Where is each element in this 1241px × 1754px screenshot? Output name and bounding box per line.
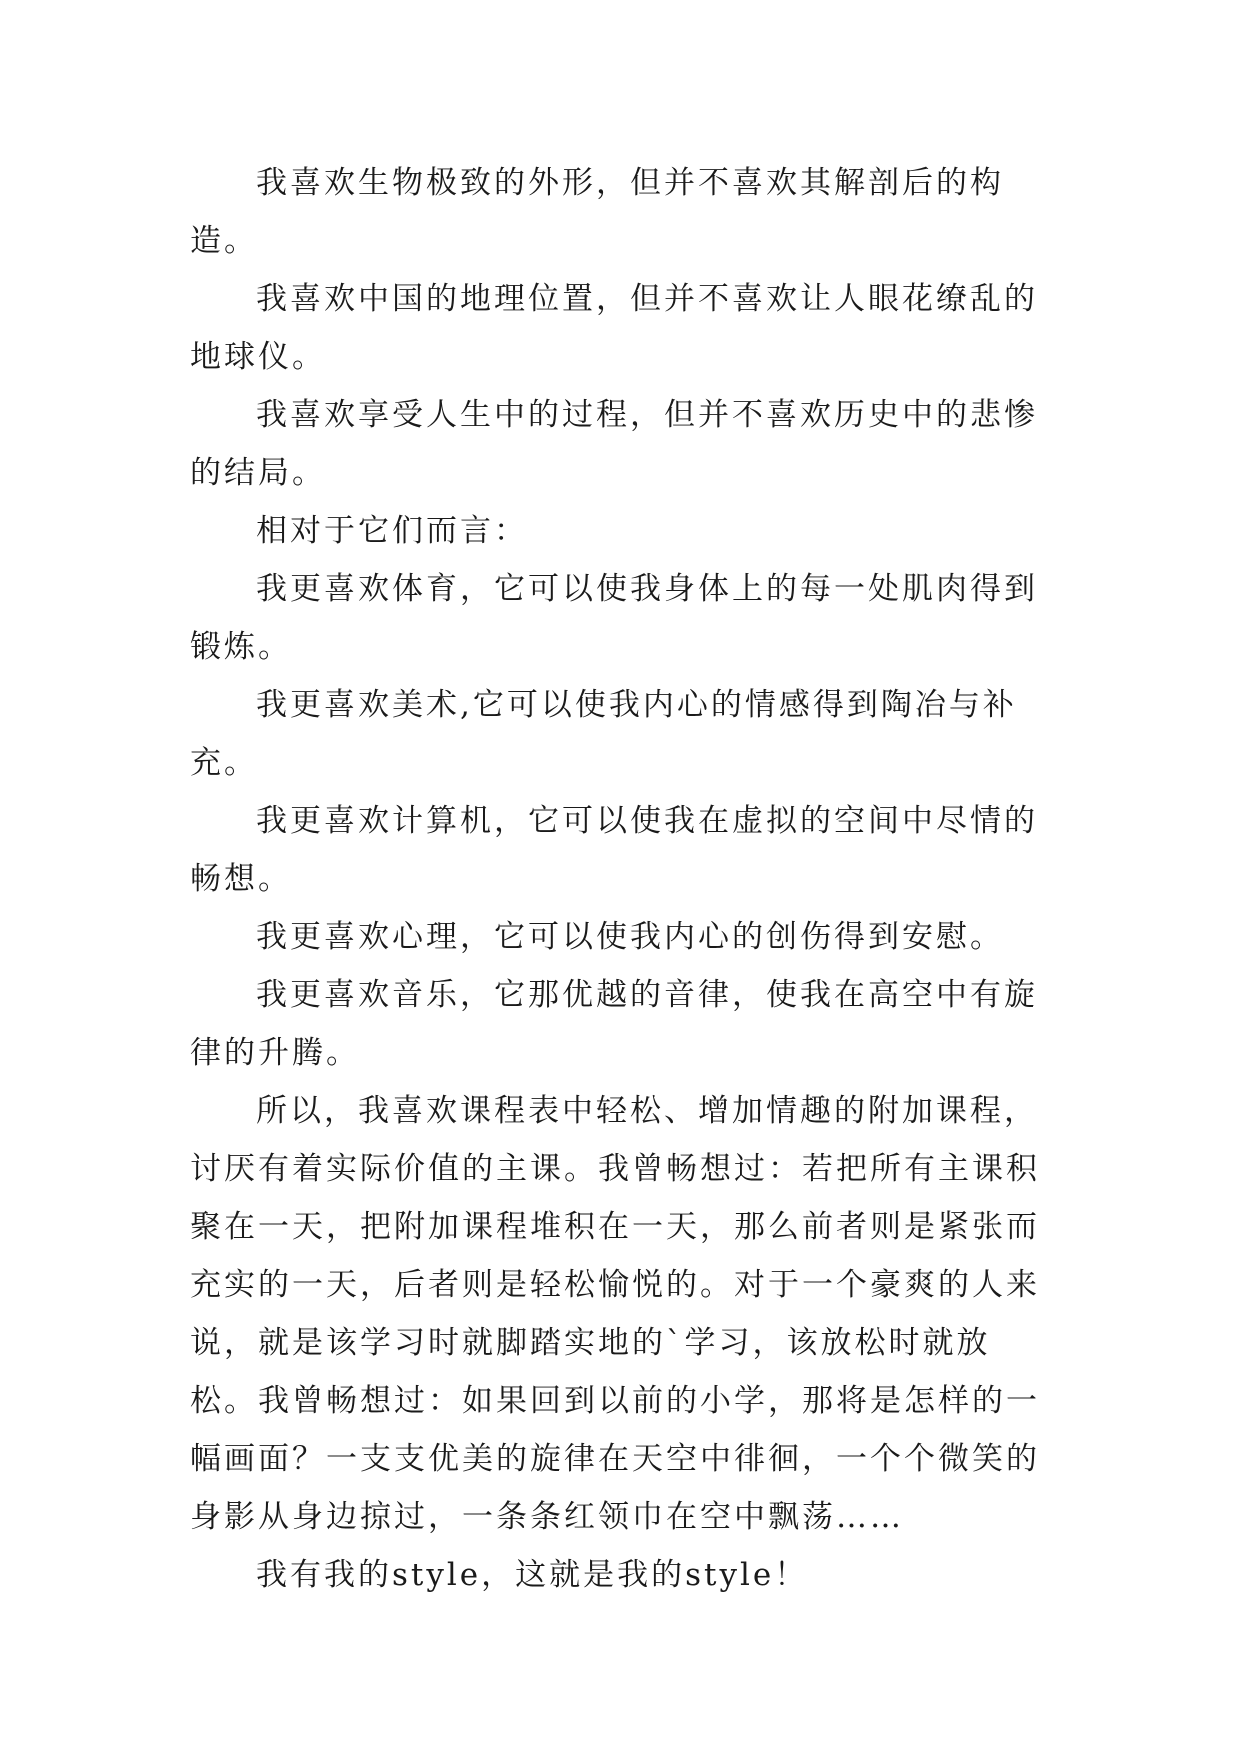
- paragraph: 相对于它们而言：: [256, 513, 528, 549]
- paragraph: 我喜欢中国的地理位置，但并不喜欢让人眼花缭乱的地球仪。: [190, 281, 1038, 375]
- paragraph: 我更喜欢美术,它可以使我内心的情感得到陶冶与补充。: [190, 687, 1017, 781]
- paragraph: 我有我的style，这就是我的style！: [256, 1557, 809, 1593]
- paragraph: 所以，我喜欢课程表中轻松、增加情趣的附加课程，讨厌有着实际价值的主课。我曾畅想过：若把所有主课积聚在一天，把附加课程堆积在一天，那么前者则是紧张而充实的一天，后者则是轻松愉悦的。对于一个豪爽的人来说，就是该学习时就脚踏实地的`学习，该放松时就放松。我曾畅想过：如果回到以前的小学，那将是怎样的一幅画面？一支支优美的旋律在天空中徘徊，一个个微笑的身影从身边掠过，一条条红领巾在空中飘荡……: [190, 1093, 1040, 1535]
- paragraph: 我更喜欢计算机，它可以使我在虚拟的空间中尽情的畅想。: [190, 803, 1038, 897]
- paragraph: 我喜欢生物极致的外形，但并不喜欢其解剖后的构造。: [190, 165, 1004, 259]
- document-body: [190, 154, 1050, 1604]
- paragraph: 我喜欢享受人生中的过程，但并不喜欢历史中的悲惨的结局。: [190, 397, 1038, 491]
- paragraph: 我更喜欢心理，它可以使我内心的创伤得到安慰。: [256, 919, 1004, 955]
- paragraph: 我更喜欢体育，它可以使我身体上的每一处肌肉得到锻炼。: [190, 571, 1038, 665]
- paragraph: 我更喜欢音乐，它那优越的音律，使我在高空中有旋律的升腾。: [190, 977, 1038, 1071]
